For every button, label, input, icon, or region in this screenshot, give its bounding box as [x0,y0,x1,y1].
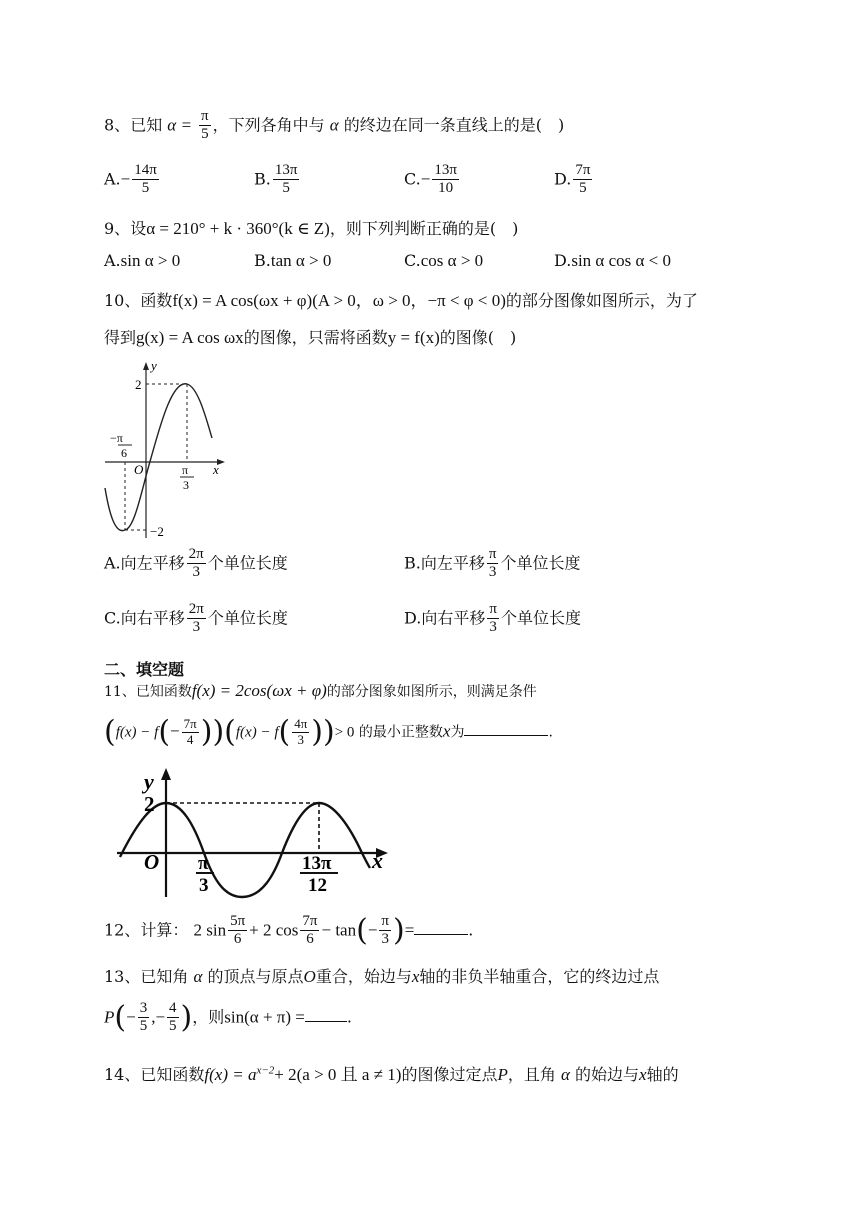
q13-answer-blank[interactable] [305,1021,347,1022]
q8-number: 8、 [104,115,131,135]
q11-condition: (f(x) − f(− $\frac{7\pi}{4}$ ))(f(x) − f( $\frac{4\pi}{3}$ ))> 0 的最小正整数x为 . [104,714,553,750]
q13-stem-line2: P(− $\frac{3}{5}$ ,− $\frac{4}{5}$ )，则sin(α + π) = . [104,999,352,1035]
q10-xleft-num: −π [110,431,123,445]
q10-ymax-label: 2 [135,377,142,392]
q10-ymin-label: −2 [150,524,164,539]
q10-stem-line1: 10、函数f(x) = A cos(ωx + φ)(A > 0，ω > 0，−π < φ < 0)的部分图像如图所示，为了 [104,291,698,310]
q11-stem: 11、已知函数f(x) = 2cos(ωx + φ)的部分图象如图所示，则满足条件 [104,681,537,700]
q10-option-a[interactable]: A.向左平移 $\frac{2\pi}{3}$ 个单位长度 [104,546,288,581]
q8-option-a[interactable]: A.− $\frac{14\pi}{5}$ [104,162,157,197]
q8-stem: 8、已知 α = $\frac{\pi}{5}$ ，下列各角中与 α 的终边在同一条直线上的是( ) [104,108,565,143]
q10-option-d[interactable]: D.向右平移 $\frac{\pi}{3}$ 个单位长度 [404,601,581,636]
section-title: 二、填空题 [104,660,185,679]
q14-stem: 14、已知函数$f(x) = a^{x-2}+ 2(a > 0$ 且 a ≠ 1)的图像过定点P，且角 α 的始边与x轴的 [104,1064,679,1084]
q10-option-c[interactable]: C.向右平移 $\frac{2\pi}{3}$ 个单位长度 [104,601,288,636]
q11-graph [112,765,397,900]
q12-answer-blank[interactable] [414,934,468,935]
q12-stem: 12、计算： 2 sin $\frac{5\pi}{6}$ + 2 cos $\frac{7\pi}{6}$ − tan(− $\frac{\pi}{3}$ )= . [104,912,474,948]
q11-x2-num: 13π [302,853,332,874]
q11-ymax-label: 2 [144,792,155,816]
q11-answer-blank[interactable] [464,735,548,736]
q9-option-a[interactable]: A.sin α > 0 [104,251,181,270]
q8-fraction: $\frac{\pi}{5}$ [201,108,209,143]
q11-y-label: y [144,769,154,794]
q11-x2-den: 12 [308,875,327,896]
q9-option-b[interactable]: B.tan α > 0 [254,251,332,270]
q11-x1-num: π [198,853,209,874]
q9-stem: 9、设α = 210° + k · 360°(k ∈ Z)，则下列判断正确的是( ) [104,219,519,238]
q8-option-c[interactable]: C.− $\frac{13\pi}{10}$ [404,162,457,197]
q10-option-b[interactable]: B.向左平移 $\frac{\pi}{3}$ 个单位长度 [404,546,581,581]
q10-stem-line2: 得到g(x) = A cos ωx的图像，只需将函数y = f(x)的图像( ) [104,328,517,347]
q10-origin-label: O [134,462,144,477]
q11-x-label: x [372,848,383,873]
q9-option-d[interactable]: D.sin α cos α < 0 [554,251,671,270]
q10-x-label: x [213,462,219,477]
q10-xleft-den: 6 [121,446,127,460]
q9-option-c[interactable]: C.cos α > 0 [404,251,484,270]
q8-option-d[interactable]: D. $\frac{7\pi}{5}$ [554,162,591,197]
q8-option-b[interactable]: B. $\frac{13\pi}{5}$ [254,162,298,197]
q10-y-arrow [143,362,149,370]
q11-x1-den: 3 [199,875,209,896]
q11-origin-label: O [144,850,160,874]
q10-graph [100,358,230,543]
q10-xright-den: 3 [183,478,189,492]
q10-y-label: y [151,358,157,373]
q10-xright-num: π [182,463,189,477]
q13-stem-line1: 13、已知角 α 的顶点与原点O重合，始边与x轴的非负半轴重合，它的终边过点 [104,967,660,986]
q11-y-arrow [161,768,171,780]
